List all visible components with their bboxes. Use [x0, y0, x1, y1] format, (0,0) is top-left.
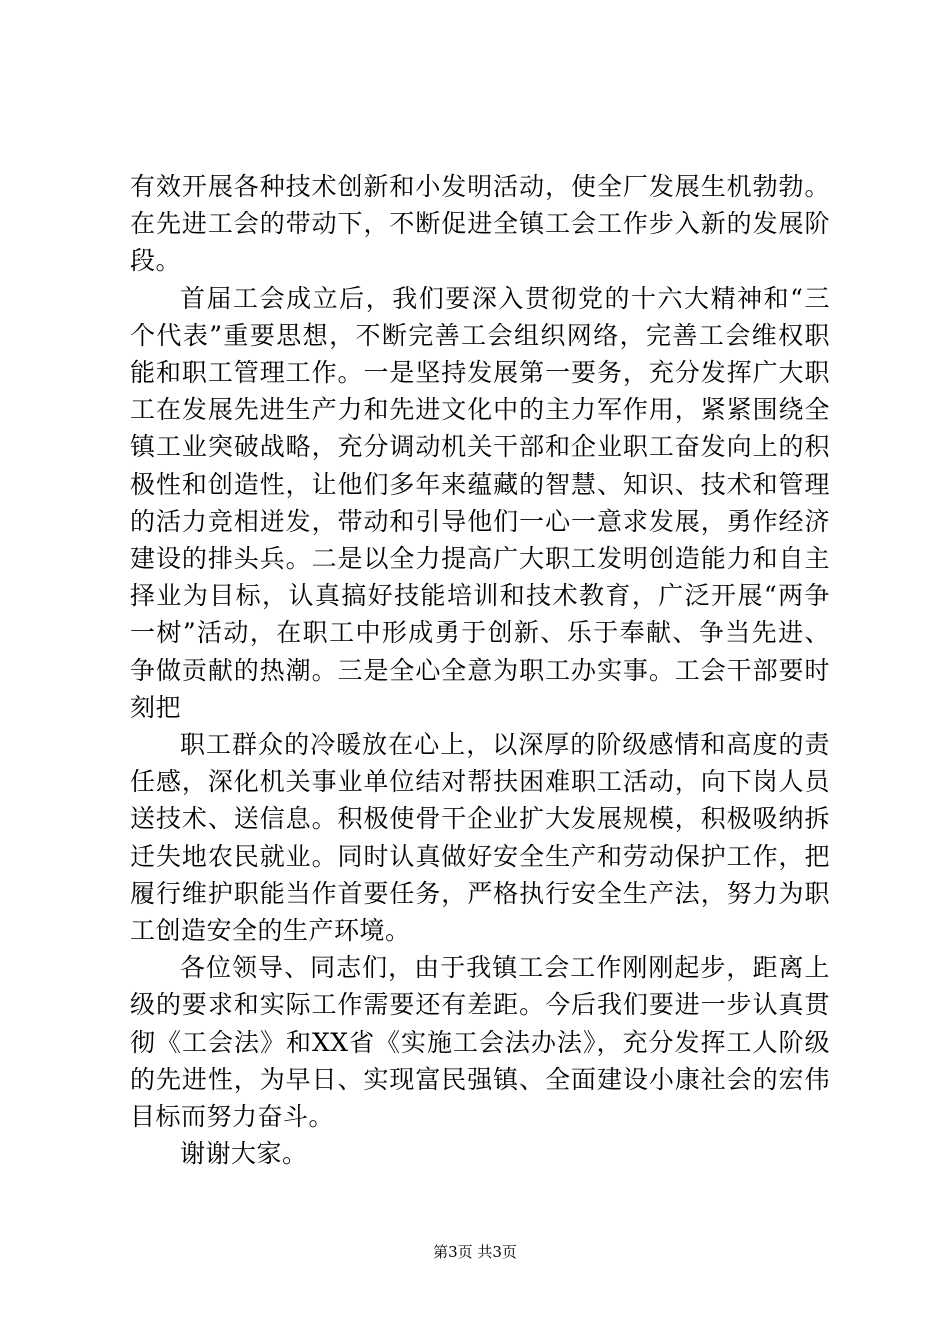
text-line: 建设的排头兵。二是以全力提高广大职工发明创造能力和自主 [130, 544, 830, 574]
paragraph-3 [130, 726, 830, 949]
paragraph-1 [130, 168, 830, 280]
text-line: 目标而努力奋斗。 [130, 1102, 335, 1132]
text-line: 极性和创造性，让他们多年来蕴藏的智慧、知识、技术和管理 [130, 469, 830, 499]
text-line: 彻《工会法》和XX省《实施工会法办法》，充分发挥工人阶级 [130, 1027, 830, 1057]
text-line: 的先进性，为早日、实现富民强镇、全面建设小康社会的宏伟 [130, 1064, 830, 1094]
text-line: 履行维护职能当作首要任务，严格执行安全生产法，努力为职 [130, 878, 830, 908]
text-line: 镇工业突破战略，充分调动机关干部和企业职工奋发向上的积 [130, 432, 830, 462]
paragraph-2 [130, 280, 830, 726]
text-line: 迁失地农民就业。同时认真做好安全生产和劳动保护工作，把 [130, 841, 830, 871]
text-line: 择业为目标，认真搞好技能培训和技术教育，广泛开展“两争 [130, 581, 830, 611]
text-line: 能和职工管理工作。一是坚持发展第一要务，充分发挥广大职 [130, 358, 830, 388]
text-line: 谢谢大家。 [180, 1139, 308, 1169]
text-line: 有效开展各种技术创新和小发明活动，使全厂发展生机勃勃。 [130, 172, 830, 201]
text-line: 任感，深化机关事业单位结对帮扶困难职工活动，向下岗人员 [130, 767, 830, 797]
text-line: 级的要求和实际工作需要还有差距。今后我们要进一步认真贯 [130, 990, 830, 1020]
text-line: 一树”活动，在职工中形成勇于创新、乐于奉献、争当先进、 [130, 618, 830, 648]
paragraph-4 [130, 949, 830, 1135]
text-line: 工在发展先进生产力和先进文化中的主力军作用，紧紧围绕全 [130, 395, 830, 425]
text-line: 各位领导、同志们，由于我镇工会工作刚刚起步，距离上 [180, 953, 830, 983]
text-line: 刻把 [130, 692, 182, 722]
text-line: 首届工会成立后，我们要深入贯彻党的十六大精神和“三 [180, 283, 830, 313]
document-body [130, 168, 830, 1172]
text-line: 的活力竞相迸发，带动和引导他们一心一意求发展，勇作经济 [130, 506, 830, 536]
text-line: 争做贡献的热潮。三是全心全意为职工办实事。工会干部要时 [130, 655, 830, 685]
text-line: 个代表”重要思想，不断完善工会组织网络，完善工会维权职 [130, 320, 830, 350]
text-line: 职工群众的冷暖放在心上，以深厚的阶级感情和高度的责 [180, 730, 830, 760]
text-line: 送技术、送信息。积极使骨干企业扩大发展规模，积极吸纳拆 [130, 804, 830, 834]
page-footer: 第3页 共3页 [433, 1243, 517, 1261]
text-line: 在先进工会的带动下，不断促进全镇工会工作步入新的发展阶 [130, 209, 830, 239]
paragraph-5 [130, 1135, 830, 1172]
text-line: 工创造安全的生产环境。 [130, 916, 411, 946]
text-line: 段。 [130, 246, 182, 276]
